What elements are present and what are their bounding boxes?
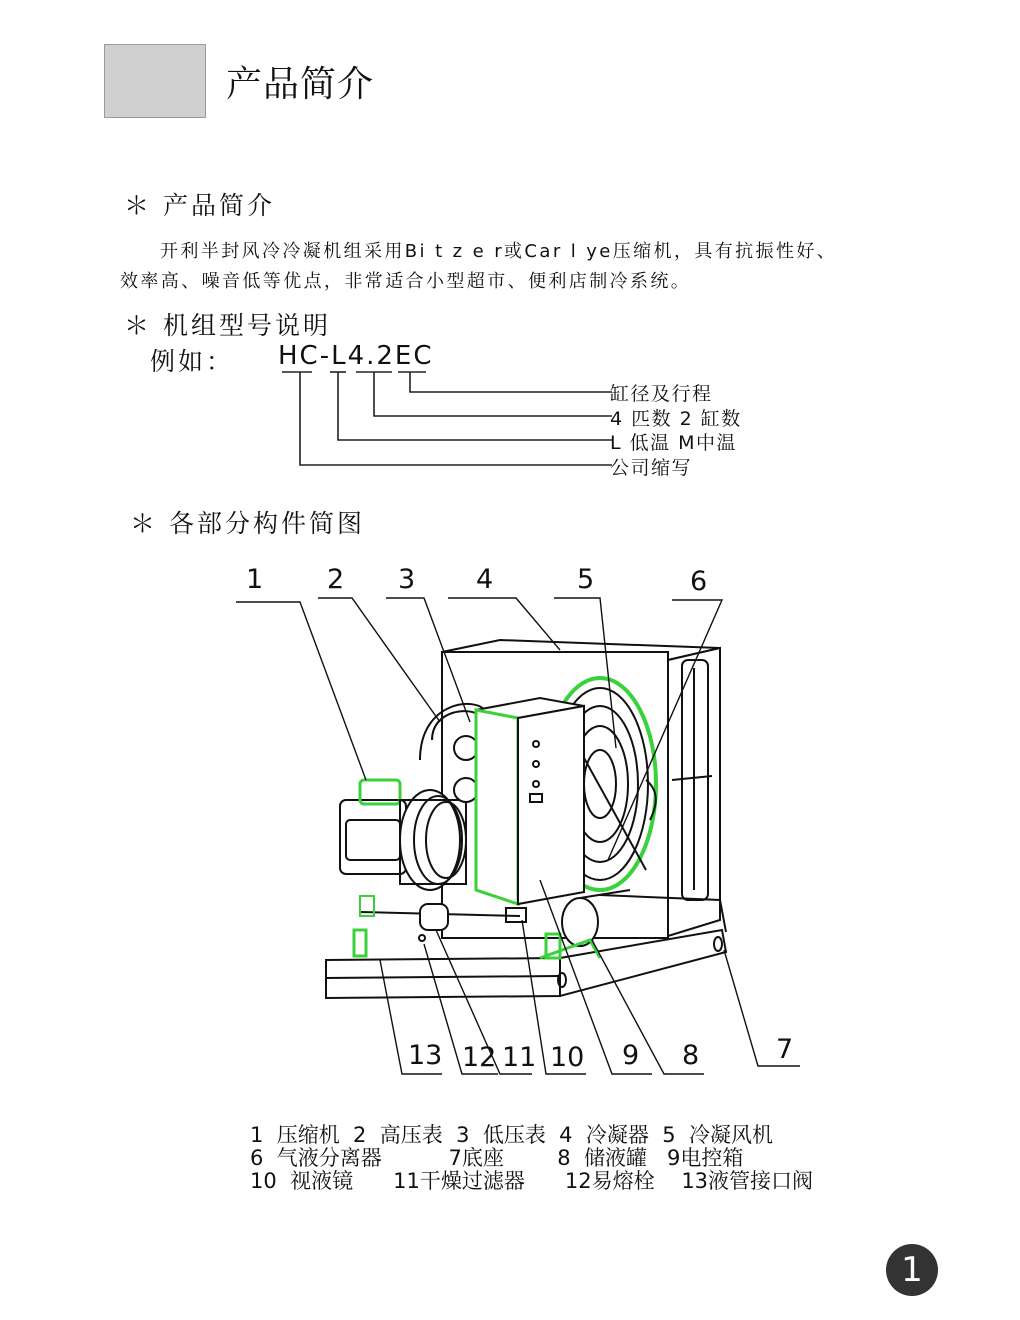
callout-8: 8 [682,1040,700,1071]
page-number: 1 [901,1250,923,1290]
callout-6: 6 [690,566,708,597]
caption-line-2: 6 气液分离器 7底座 8 储液罐 9电控箱 [250,1146,744,1170]
callout-10: 10 [550,1042,585,1073]
callout-5: 5 [577,564,595,595]
control-box [476,698,584,904]
callout-11: 11 [502,1042,537,1073]
legend-item-hp-cylinders: 4 匹数 2 缸数 [610,408,742,430]
intro-line-2: 效率高、噪音低等优点，非常适合小型超市、便利店制冷系统。 [120,271,692,292]
intro-heading: ＊ 产品简介 [124,191,275,220]
callout-4: 4 [476,564,494,595]
callout-12: 12 [462,1042,497,1073]
model-heading: ＊ 机组型号说明 [124,311,331,340]
caption-line-3: 10 视液镜 11干燥过滤器 12易熔栓 13液管接口阀 [250,1169,814,1193]
caption-line-1: 1 压缩机 2 高压表 3 低压表 4 冷凝器 5 冷凝风机 [250,1123,773,1147]
callout-3: 3 [398,564,416,595]
legend-item-company: 公司缩写 [610,457,693,479]
intro-line-1: 开利半封风冷冷凝机组采用Bi t z e r或Car l ye压缩机，具有抗振性好、 [160,241,838,262]
parts-heading: ＊ 各部分构件简图 [130,509,365,538]
callout-1: 1 [246,564,264,595]
legend-item-temperature: L 低温 M中温 [610,432,738,454]
page-number-badge [886,1244,938,1296]
example-label: 例如： [150,347,235,376]
callout-7: 7 [776,1034,794,1065]
legend-item-bore-stroke: 缸径及行程 [610,383,713,405]
callout-13: 13 [408,1040,443,1071]
page-title: 产品简介 [226,64,375,105]
callout-2: 2 [327,564,345,595]
callout-9: 9 [622,1040,640,1071]
model-code: HC-L4.2EC [278,341,434,371]
